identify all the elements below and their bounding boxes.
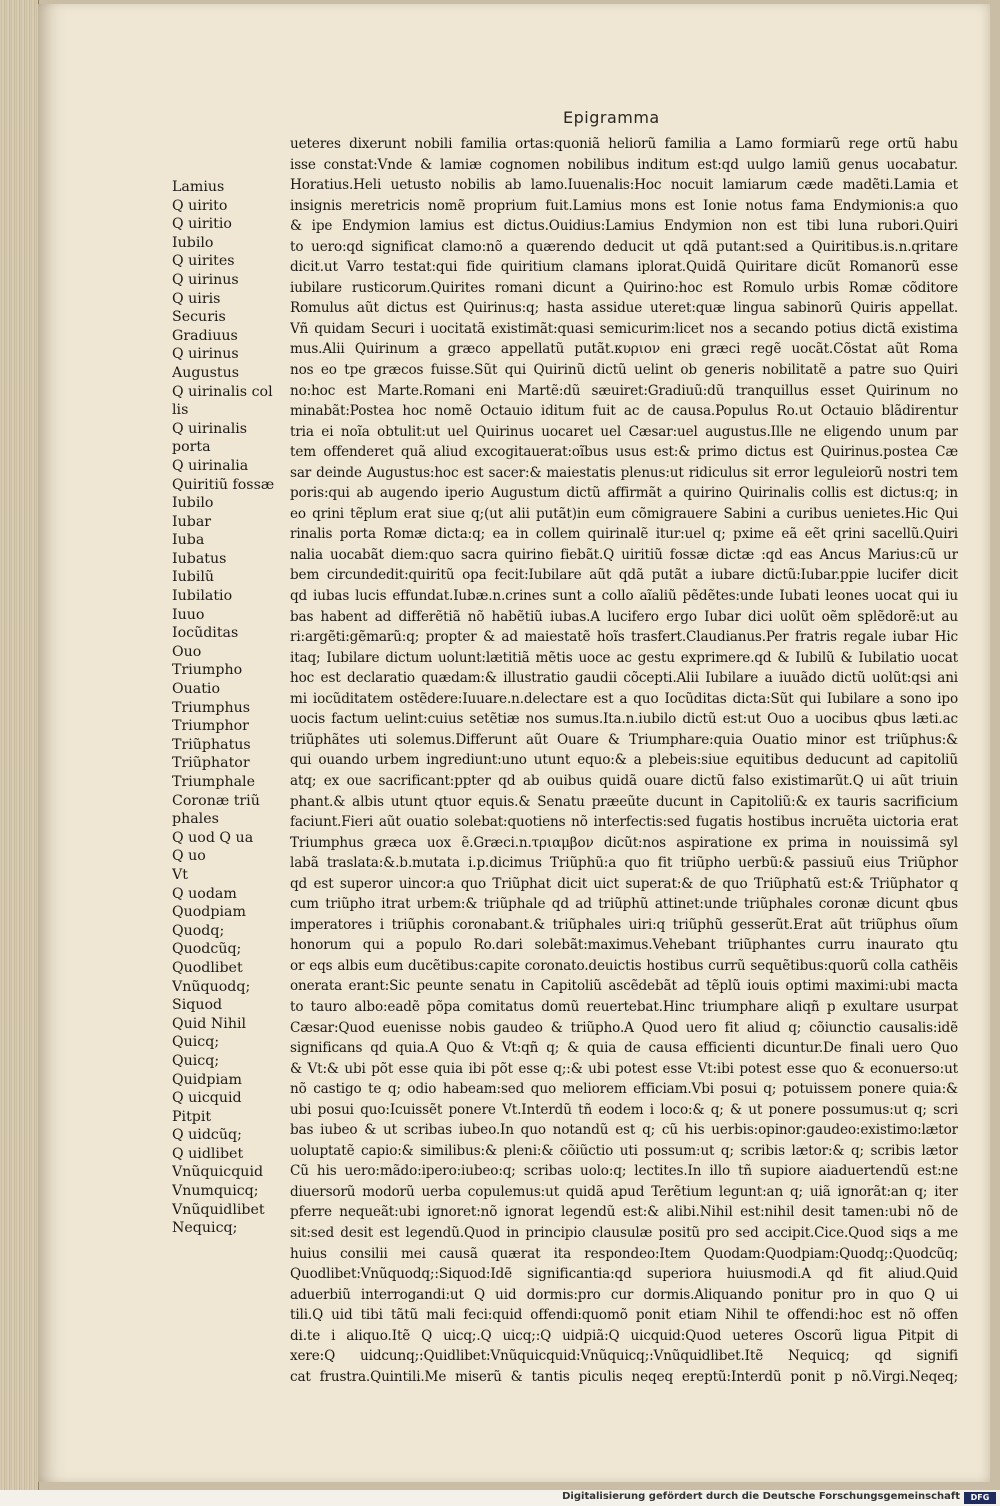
marginal-note: Iubilũ — [172, 569, 215, 586]
marginal-note: Q uirinalis — [172, 420, 248, 437]
marginal-note: Triumphale — [172, 774, 255, 790]
text-line: or eqs albis eum ducẽtibus:capite coronato.deuictis hostibus currũ sequẽtibus:quorũ colla cathẽis — [290, 957, 958, 974]
marginal-note: Q uirito — [172, 197, 228, 214]
marginal-note: Securis — [172, 309, 226, 326]
text-line: nõ castigo te q; odio habeam:sed quo meliorem efficiam.Vbi posui q; potuissem ponere quia:& — [290, 1081, 958, 1098]
marginal-note: Quidpiam — [172, 1071, 242, 1088]
text-line: insignis meretricis nomẽ proprium fuit.Lamius mons est Ionie notus fama Endymionis:a quo — [290, 197, 958, 214]
text-line: uocis factum uelint:cuius setẽtiæ nos sumus.Ita.n.iubilo dictũ est:ut Ouo a uocibus qbus læti.ac — [290, 711, 958, 728]
text-line: & ipe Endymion lamius est dictus.Ouidius:Lamius Endymion non est tibi luna rubori.Quiri — [290, 218, 958, 235]
text-line: diuersorũ modorũ uerba copulemus:ut quidã apud Terẽtium legunt:an q; uiã ignorãt:an q; iter — [290, 1183, 958, 1200]
marginal-note: Iubilatio — [172, 588, 233, 605]
text-line: ubi posui quo:Icuissẽt ponere Vt.Interdũ tñ eodem i loco:& q; & ut ponere possumus:ut q; scri — [290, 1101, 958, 1118]
text-line: minabãt:Postea hoc nomẽ Octauio iditum fuit ac de causa.Populus Ro.ut Octauio blãdirentur — [290, 403, 958, 420]
marginal-note: Vnũquodq; — [172, 978, 251, 995]
text-line: aduerbiũ interrogandi:ut Q uid dormis:pro cur dormis.Aliquando ponitur pro in quo Q ui — [290, 1286, 958, 1303]
marginal-note: Lamius — [172, 179, 225, 195]
text-line: bas habent ad differẽtiã nõ habẽtiũ iubas.A lucifero ergo Iubar dici uolũt oẽm splẽdorẽ:ut au — [290, 608, 958, 625]
text-line: & Vt:& ubi põt esse quia ibi põt esse q;:& ubi potest esse Vt:ibi potest esse quo & econuerso:ut — [290, 1060, 958, 1077]
marginal-note: Quiritiũ fossæ — [172, 476, 275, 493]
text-line: to tauro albo:eadẽ põpa comitatus domũ reuertebat.Hinc triumphare aliqñ p exultare usurpat — [290, 998, 958, 1015]
text-line: mi iocũditatem ostẽdere:Iuuare.n.delectare est a quo Iocũditas dicta:Sũt qui Iubilare a sono ipo — [290, 690, 958, 707]
text-line: Horatius.Heli uetusto nobilis ab lamo.Iuuenalis:Hoc nocuit lamiarum cæde madẽti.Lamia et — [290, 177, 958, 194]
book-page — [38, 4, 990, 1482]
marginal-note: Augustus — [172, 364, 240, 381]
text-line: onerata erant:Sic peunte senatu in Capitoliũ ascẽdebãt ad tẽplũ iouis optimi maximi:ubi macta — [290, 978, 958, 995]
main-text-block — [290, 134, 958, 1387]
text-line: isse constat:Vnde & lamiæ cognomen nobilibus inditum est:qd uulgo lamiũ genus uocabatur. — [290, 156, 958, 173]
marginal-note: Gradiuus — [172, 327, 238, 344]
text-line: nalia uocabãt diem:quo sacra quirino fiebãt.Q uiritiũ fossæ dictæ :qd eas Ancus Marius:cũ ur — [290, 546, 958, 563]
marginal-note: Q uidcũq; — [172, 1127, 242, 1144]
marginal-note: Pitpit — [172, 1108, 212, 1125]
marginal-note: Vnũquidlibet — [172, 1201, 265, 1218]
text-line: faciunt.Fieri aũt ouatio solebat:quotiens nõ interfectis:sed fugatis hostibus incruẽta uictoria erat — [290, 814, 958, 831]
marginal-note: phales — [172, 811, 219, 828]
text-line: Quodlibet:Vnũquodq;:Siquod:Idẽ significantia:qd superiora huiusmodi.A qd fit aliud.Quid — [290, 1266, 958, 1283]
text-line: bas iubeo & ut scribas iubeo.In quo notandũ est q; cũ his uerbis:opinor:gaudeo:existimo:lætor — [290, 1122, 958, 1139]
text-line: dicit.ut Varro testat:qui fide quiritium clamans iplorat.Quidã Quiritare dicũt Romanorũ esse — [290, 259, 958, 276]
marginal-note: Nequicq; — [172, 1220, 238, 1237]
book-page-edges — [0, 0, 39, 1490]
marginal-note: Q uirinalia — [172, 457, 249, 474]
marginal-note: Triumphor — [172, 718, 249, 735]
marginal-note: Coronæ triũ — [172, 792, 260, 809]
text-line: ri:argẽti:gẽmarũ:q; propter & ad maiestatẽ hoĩs trasfert.Claudianus.Per fratris regale iubar Hic — [290, 629, 958, 646]
marginal-note: Q uirinalis col — [172, 383, 273, 400]
marginal-note: Iocũditas — [172, 625, 239, 642]
marginal-note: Vnumquicq; — [172, 1183, 259, 1200]
text-line: honorum qui a populo Ro.dari solebãt:maximus.Vehebant triũphantes curru inaurato qtu — [290, 937, 958, 954]
text-line: cum triũpho itrat urbem:& triũphale qd ad triũphũ attinet:unde triũphales coronæ dicunt qbus — [290, 896, 958, 913]
text-line: Romulus aũt dictus est Quirinus:q; hasta assidue uteret:quæ lingua sabinorũ Quiris appellat. — [290, 300, 958, 317]
text-line: xere:Q uidcunq;:Quidlibet:Vnũquicquid:Vnũquicq;:Vnũquidlibet.Itẽ Nequicq; qd signifi — [290, 1348, 958, 1365]
text-line: labã traslata:&.b.mutata i.p.dicimus Triũphũ:a quo fit triũpho uerbũ:& passiuũ eius Triũphor — [290, 855, 958, 872]
marginal-note: Ouo — [172, 643, 202, 660]
marginal-note: Q uidlibet — [172, 1145, 244, 1162]
text-line: huius consilii mei causã quærat ita respondeo:Item Quodam:Quodpiam:Quodq;:Quodcũq; — [290, 1245, 958, 1262]
marginal-note: Siquod — [172, 997, 223, 1014]
marginal-note: Iuba — [172, 532, 205, 549]
text-line: tria ei noĩa obtulit:ut uel Quirinus uocaret uel Cæsar:uel augustus.Ille ne eligendo unum par — [290, 423, 958, 440]
text-line: mus.Alii Quirinum a græco appellatũ putãt.κυριον eni græci regẽ uocãt.Cõstat aũt Roma — [290, 341, 958, 358]
marginal-note: Quodlibet — [172, 959, 243, 976]
text-line: imperatores i triũphis coronabant.& triũphales uiri:q triũphũ gesserũt.Erat aũt triũphus oĩum — [290, 916, 958, 933]
marginal-note: Q uodam — [172, 885, 237, 902]
text-line: qd est superor uincor:a quo Triũphat dicit uict superat:& de quo Triũphatũ est:& Triũphator q — [290, 875, 958, 892]
text-line: triũphãtes uti solemus.Differunt aũt Ouare & Triumphare:quia Ouatio minor est triũphus:& — [290, 731, 958, 748]
text-line: Triumphus græca uox ẽ.Græci.n.τριαμβον dicũt:nos aspiratione ex prima in nouissimã syl — [290, 834, 958, 851]
text-line: itaq; Iubilare dictum uolunt:lætitiã mẽtis uoce ac gestu exprimere.qd & Iubilũ & Iubilatio uocat — [290, 649, 958, 666]
marginal-note: Q uirinus — [172, 346, 239, 363]
text-line: bem circundedit:quiritũ opa fecit:Iubilare aũt qdã putãt a iubare dictũ:Iubar.ppie lucifer dicit — [290, 567, 958, 584]
marginal-note: Triũphatus — [172, 736, 251, 753]
marginal-note: Vt — [172, 866, 188, 883]
digitization-footer — [0, 1490, 1000, 1506]
text-line: tili.Q uid tibi tãtũ mali feci:quid offendi:quomõ ponit etiam Nihil te offendi:hoc est nõ offen — [290, 1307, 958, 1324]
marginal-note: Iubilo — [172, 234, 214, 251]
marginal-note: Q uicquid — [172, 1090, 242, 1107]
text-line: rinalis porta Romæ dicta:q; ea in collem quirinalẽ itur:uel q; pxime eã eẽt qrini sacellũ.Quiri — [290, 526, 958, 543]
marginal-note: Quicq; — [172, 1052, 220, 1069]
marginal-note: Triumphus — [172, 699, 251, 716]
marginal-note: Q uiritio — [172, 216, 232, 233]
text-line: no:hoc est Marte.Romani eni Martẽ:dũ sæuiret:Gradiuũ:dũ tranquillus esset Quirinum no — [290, 382, 958, 399]
marginal-notes — [172, 178, 294, 1238]
marginal-note: Iubilo — [172, 495, 214, 512]
text-line: nos eo tpe græcos fuisse.Sũt qui Quirinũ dictũ uelint ob generis nobilitatẽ a patre suo Quiri — [290, 362, 958, 379]
text-line: Cũ his uero:mãdo:ipero:iubeo:q; scribas uolo:q; lectites.In illo tñ supiore aiaduertendũ est:ne — [290, 1163, 958, 1180]
text-line: significans qd quia.A Quo & Vt:qñ q; & quia de causa efficienti dicuntur.De finali uero Quo — [290, 1040, 958, 1057]
marginal-note: Ouatio — [172, 681, 221, 698]
marginal-note: Vnũquicquid — [172, 1164, 264, 1181]
marginal-note: Quid Nihil — [172, 1015, 247, 1032]
marginal-note: Iuuo — [172, 606, 205, 623]
marginal-note: Quicq; — [172, 1034, 220, 1051]
text-line: atq; ex oue sacrificant:ppter qd ab ouibus quidã ouare dictũ falso existimarũt.Q ui aũt triuin — [290, 772, 958, 789]
marginal-note: Triũphator — [172, 755, 250, 772]
marginal-note: Quodpiam — [172, 904, 246, 921]
text-line: sit:sed desit est legendũ.Quod in principio clausulæ positũ pro sed accipit.Cice.Quod siqs a me — [290, 1224, 958, 1241]
text-line: qd iubas lucis effundat.Iubæ.n.crines sunt a collo aĩaliũ pẽdẽtes:unde Iubati leones uocat qui iu — [290, 588, 958, 605]
marginal-note: Q uirites — [172, 253, 235, 270]
running-title: Epigramma — [563, 108, 660, 127]
text-line: cat frustra.Quintili.Me miserũ & tantis piculis neqeq ereptũ:Interdũ ponit p nõ.Virgi.Neqeq; — [290, 1368, 958, 1385]
text-line: phant.& albis utunt qtuor equis.& Senatu præeũte ducunt in Capitoliũ:& ex tauris sacrificium — [290, 793, 958, 810]
marginal-note: Quodq; — [172, 922, 225, 939]
marginal-note: Iubatus — [172, 550, 227, 567]
marginal-note: Triumpho — [172, 662, 243, 679]
text-line: Vñ quidam Securi i uocitatã existimãt:quasi semicurim:licet nos a secando potius dictã existima — [290, 320, 958, 337]
marginal-note: Q uo — [172, 848, 206, 865]
marginal-note: Q uiris — [172, 290, 221, 307]
text-line: hoc est declaratio quædam:& illustratio gaudii cõcepti.Alii Iubilare a iuuãdo dictũ uolũt:qsi ani — [290, 670, 958, 687]
text-line: iubilare rusticorum.Quirites romani dicunt a Quirino:hoc est Romulo urbis Romæ cõditore — [290, 279, 958, 296]
text-line: poris:qui ab augendo iperio Augustum dictũ affirmãt a quirino Quirinalis collis est dictus:q; in — [290, 485, 958, 502]
text-line: pferre nequeãt:ubi ignoret:nõ ignorat legendũ est:& alibi.Nihil est:nihil desit tamen:ubi nõ de — [290, 1204, 958, 1221]
text-line: sar deinde Augustus:hoc est sacer:& maiestatis plenus:ut ridiculus sit error leguleiorũ nostri tem — [290, 464, 958, 481]
text-line: di.te i aliquo.Itẽ Q uicq;.Q uicq;:Q uidpiã:Q uicquid:Quod ueteres Oscorũ ligua Pitpit di — [290, 1327, 958, 1344]
footer-credit: Digitalisierung gefördert durch die Deutsche Forschungsgemeinschaft — [562, 1491, 960, 1502]
marginal-note: porta — [172, 439, 211, 456]
text-line: uoluptatẽ capio:& similibus:& pleni:& cõiũctio uti possum:ut q; scribis lætor:& q; scribis lætor — [290, 1142, 958, 1159]
text-line: eo qrini tẽplum erat siue q;(ut alii putãt)in eum cõmigrauere Sabini a curibus uenietes.Hic Qui — [290, 505, 958, 522]
text-line: qui ouando urbem ingrediunt:uno utunt equo:& a plebeis:siue equitibus deducunt ad capitoliũ — [290, 752, 958, 769]
marginal-note: Quodcũq; — [172, 941, 242, 958]
text-line: ueteres dixerunt nobili familia ortas:quoniã heliorũ familia a Lamo formiarũ rege ortũ habu — [290, 136, 958, 152]
text-line: Cæsar:Quod euenisse nobis gaudeo & triũpho.A Quod uero fit aliud q; cõiunctio causalis:idẽ — [290, 1019, 958, 1036]
marginal-note: lis — [172, 402, 189, 419]
text-line: tem offenderet quã aliud excogitauerat:oĩbus usus est:& primo dictus est Quirinus.postea Cæ — [290, 444, 958, 461]
marginal-note: Q uirinus — [172, 271, 239, 288]
marginal-note: Iubar — [172, 513, 212, 530]
marginal-note: Q uod Q ua — [172, 829, 254, 846]
dfg-logo: DFG — [964, 1492, 996, 1504]
text-line: to uero:qd significat clamo:nõ a quærendo deducit ut qdã putant:sed a Quiritibus.is.n.qritare — [290, 238, 958, 255]
